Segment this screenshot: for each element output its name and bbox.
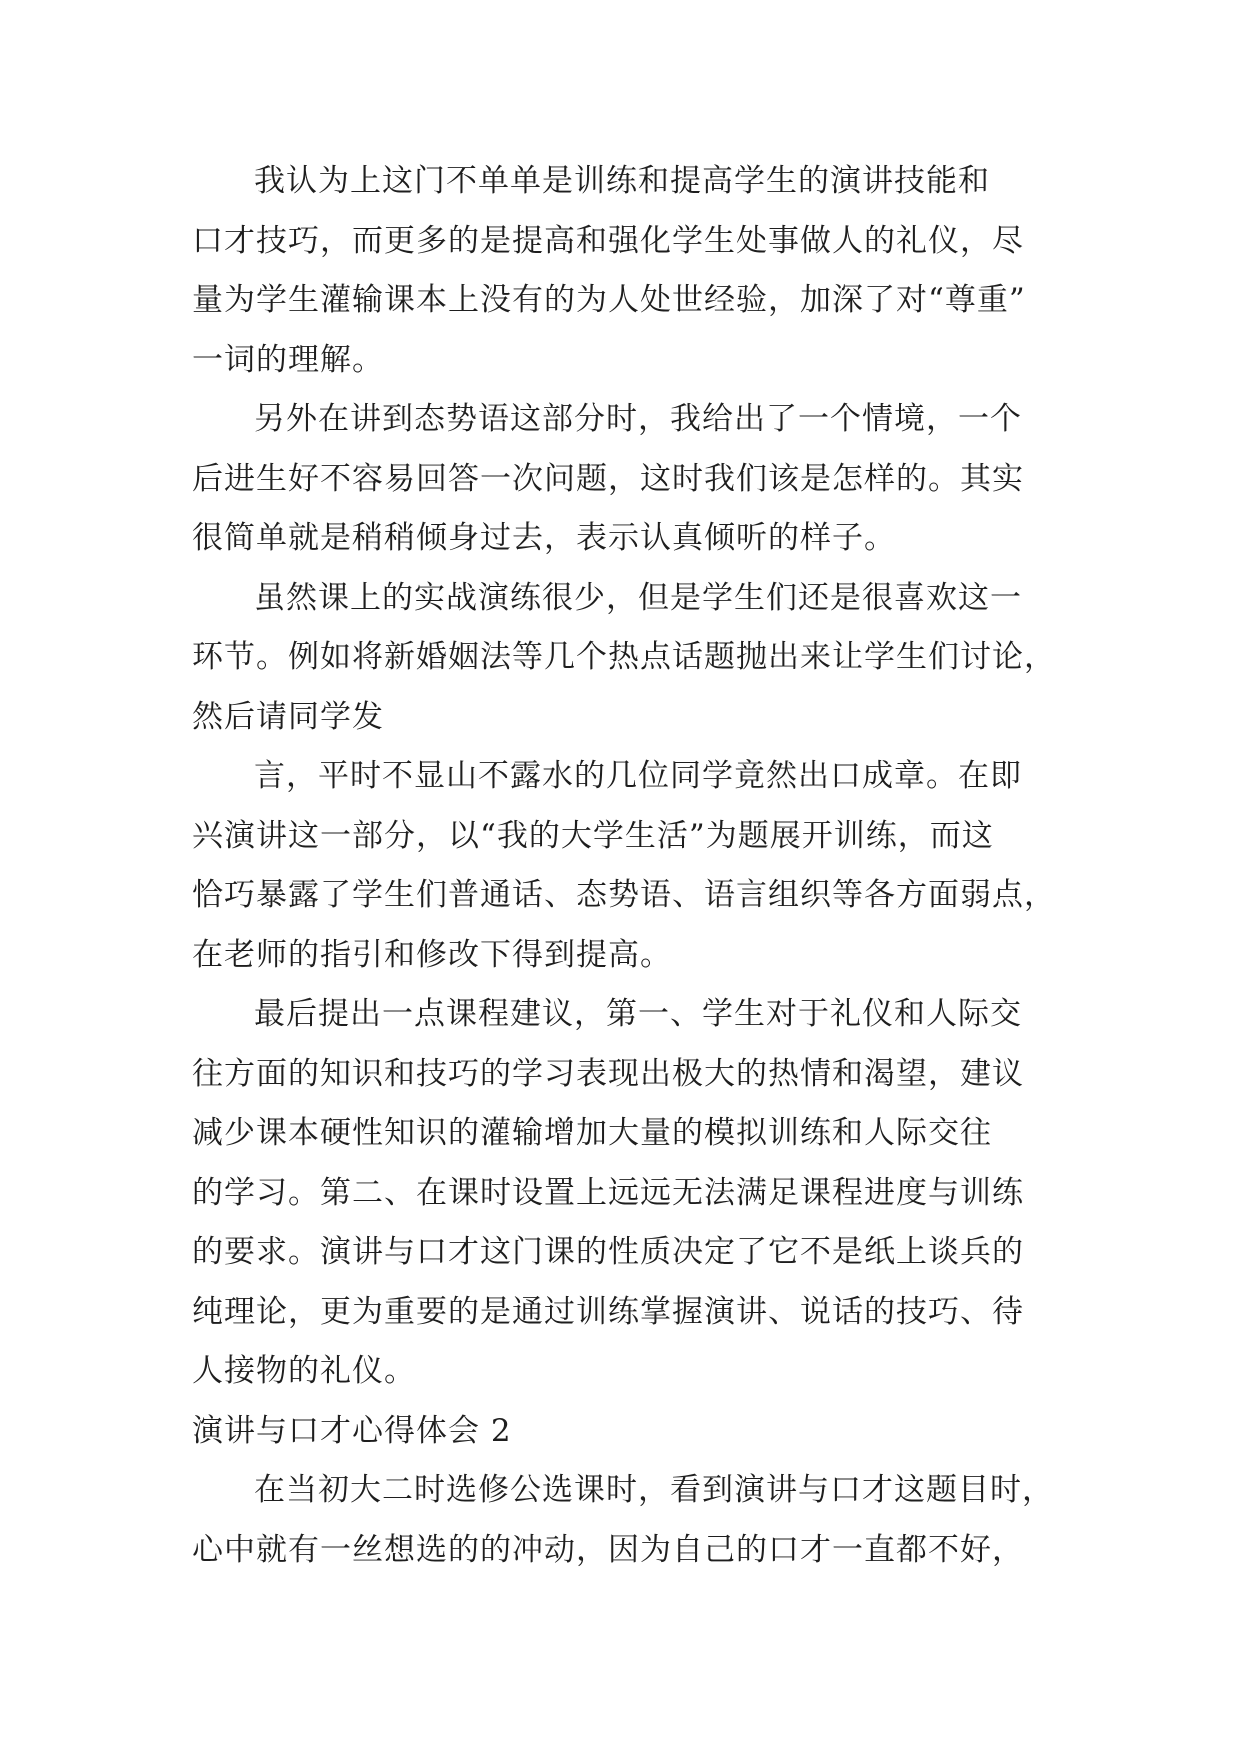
paragraph-line: 在老师的指引和修改下得到提高。 xyxy=(192,936,672,973)
paragraph-3 xyxy=(192,569,1056,748)
paragraph-line: 心中就有一丝想选的的冲动，因为自己的口才一直都不好， xyxy=(192,1531,1024,1568)
paragraph-5 xyxy=(192,985,1052,1402)
paragraph-line: 我认为上这门不单单是训练和提高学生的演讲技能和 xyxy=(254,163,990,199)
document-page xyxy=(192,152,1056,1580)
paragraph-line: 另外在讲到态势语这部分时，我给出了一个情境，一个 xyxy=(254,401,1022,437)
paragraph-line: 兴演讲这一部分，以“我的大学生活”为题展开训练，而这 xyxy=(192,817,994,854)
paragraph-line: 纯理论，更为重要的是通过训练掌握演讲、说话的技巧、待 xyxy=(192,1293,1024,1330)
paragraph-line: 虽然课上的实战演练很少，但是学生们还是很喜欢这一 xyxy=(254,579,1022,616)
paragraph-line: 后进生好不容易回答一次问题，这时我们该是怎样的。其实 xyxy=(192,460,1024,497)
paragraph-line: 很简单就是稍稍倾身过去，表示认真倾听的样子。 xyxy=(192,520,896,556)
paragraph-line: 往方面的知识和技巧的学习表现出极大的热情和渴望，建议 xyxy=(192,1055,1024,1092)
paragraph-4 xyxy=(192,747,1056,985)
paragraph-line: 然后请同学发 xyxy=(192,698,384,735)
paragraph-line: 言，平时不显山不露水的几位同学竟然出口成章。在即 xyxy=(254,758,1022,794)
paragraph-line: 减少课本硬性知识的灌输增加大量的模拟训练和人际交往 xyxy=(192,1115,992,1151)
paragraph-line: 口才技巧，而更多的是提高和强化学生处事做人的礼仪，尽 xyxy=(192,222,1024,259)
paragraph-line: 一词的理解。 xyxy=(192,341,384,378)
section-heading: 演讲与口才心得体会 2 xyxy=(192,1412,512,1449)
paragraph-line: 的学习。第二、在课时设置上远远无法满足课程进度与训练 xyxy=(192,1174,1024,1211)
paragraph-line: 人接物的礼仪。 xyxy=(192,1353,416,1389)
paragraph-line: 量为学生灌输课本上没有的为人处世经验，加深了对“尊重” xyxy=(192,282,1026,318)
paragraph-1 xyxy=(192,152,1052,390)
paragraph-2 xyxy=(192,390,1052,569)
paragraph-line: 在当初大二时选修公选课时，看到演讲与口才这题目时， xyxy=(254,1472,1054,1508)
section-paragraph-1 xyxy=(192,1461,1052,1580)
paragraph-line: 的要求。演讲与口才这门课的性质决定了它不是纸上谈兵的 xyxy=(192,1234,1024,1270)
paragraph-line: 环节。例如将新婚姻法等几个热点话题抛出来让学生们讨论， xyxy=(192,639,1056,675)
paragraph-line: 恰巧暴露了学生们普通话、态势语、语言组织等各方面弱点， xyxy=(192,877,1056,913)
paragraph-line: 最后提出一点课程建议，第一、学生对于礼仪和人际交 xyxy=(254,996,1022,1032)
